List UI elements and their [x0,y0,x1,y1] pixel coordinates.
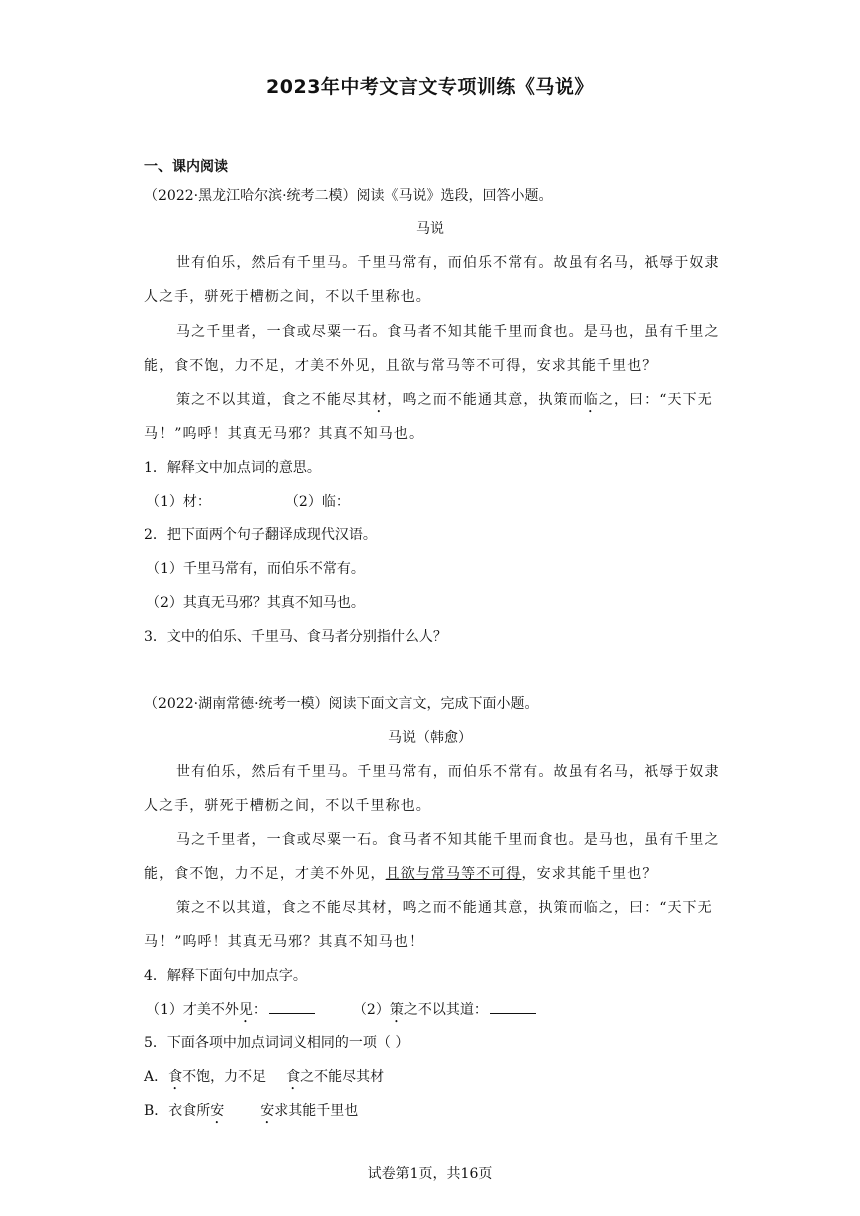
part1-intro: （2022·黑龙江哈尔滨·统考二模）阅读《马说》选段，回答小题。 [144,188,553,204]
text-segment: 求其能千里也 [274,1103,359,1119]
dotted-word: 安 [210,1103,225,1119]
part2-passage-title: 马说（韩愈） [388,730,472,746]
dotted-word: 安 [260,1103,275,1119]
part2-para3-line2: 马！”呜呼！其真无马邪？其真不知马也！ [144,934,425,950]
question-2: 2．把下面两个句子翻译成现代汉语。 [144,527,377,543]
option-label: A． [144,1069,169,1085]
part1-para2-line2: 能，食不饱，力不足，才美不外见，且欲与常马等不可得，安求其能千里也？ [144,358,658,374]
text-segment: 策之不以其道，食之不能尽其 [176,392,373,408]
part2-para2-line1: 马之千里者，一食或尽粟一石。食马者不知其能千里而食也。是马也，虽有千里之 [176,832,720,848]
part2-intro: （2022·湖南常德·统考一模）阅读下面文言文，完成下面小题。 [144,696,539,712]
question-1-items [146,492,350,512]
q2-item-b: （2）其真无马邪？其真不知马也。 [146,595,365,611]
question-4: 4．解释下面句中加点字。 [144,968,307,984]
part2-para1-line1: 世有伯乐，然后有千里马。千里马常有，而伯乐不常有。故虽有名马，祇辱于奴隶 [176,764,720,780]
text-segment: ，鸣之而不能通其意，执策而 [387,392,584,408]
text-segment: 不饱，力不足 [182,1069,267,1085]
answer-blank[interactable] [269,999,315,1014]
answer-blank[interactable] [490,999,536,1014]
question-5: 5．下面各项中加点词词义相同的一项（ ） [144,1035,410,1051]
part1-para3-line2: 马！”呜呼！其真无马邪？其真不知马也。 [144,426,425,442]
page-footer: 试卷第1页，共16页 [367,1166,493,1182]
q1-item-a: （1）材： [146,494,211,510]
q5-option-b[interactable] [144,1101,358,1127]
text-segment: 之，曰：“天下无 [598,392,713,408]
text-segment: 之不以其道： [403,1002,488,1018]
text-segment: 之不能尽其材 [300,1069,385,1085]
text-segment: （2） [352,1002,390,1018]
question-4-items [146,999,538,1026]
question-3: 3．文中的伯乐、千里马、食马者分别指什么人？ [144,629,447,645]
dotted-word: 见 [238,1002,253,1018]
dotted-word: 临 [583,392,599,408]
section-heading: 一、课内阅读 [144,159,228,175]
q5-option-a[interactable] [144,1067,384,1093]
dotted-word: 策 [389,1002,404,1018]
q1-item-b: （2）临： [284,494,350,510]
part1-para1-line2: 人之手，骈死于槽枥之间，不以千里称也。 [144,289,431,305]
part2-para2-line2 [144,864,657,884]
part1-para1-line1: 世有伯乐，然后有千里马。千里马常有，而伯乐不常有。故虽有名马，祇辱于奴隶 [176,255,720,271]
part2-para1-line2: 人之手，骈死于槽枥之间，不以千里称也。 [144,798,431,814]
part1-passage-title: 马说 [416,221,444,237]
underlined-sentence: 且欲与常马等不可得 [385,866,522,882]
text-segment: ： [252,1002,267,1018]
text-segment: ，安求其能千里也？ [521,866,658,882]
part1-para3-line1 [176,390,713,416]
option-label: B．衣食所 [144,1103,211,1119]
question-1: 1．解释文中加点词的意思。 [144,460,321,476]
text-segment: （1）才美不外 [146,1002,239,1018]
dotted-word: 食 [168,1069,183,1085]
page-title: 2023年中考文言文专项训练《马说》 [266,76,594,98]
dotted-word: 食 [286,1069,301,1085]
part2-para3-line1: 策之不以其道，食之不能尽其材，鸣之而不能通其意，执策而临之，曰：“天下无 [176,900,713,916]
dotted-word: 材 [372,392,388,408]
q2-item-a: （1）千里马常有，而伯乐不常有。 [146,561,365,577]
part1-para2-line1: 马之千里者，一食或尽粟一石。食马者不知其能千里而食也。是马也，虽有千里之 [176,324,720,340]
text-segment: 能，食不饱，力不足，才美不外见， [144,866,386,882]
